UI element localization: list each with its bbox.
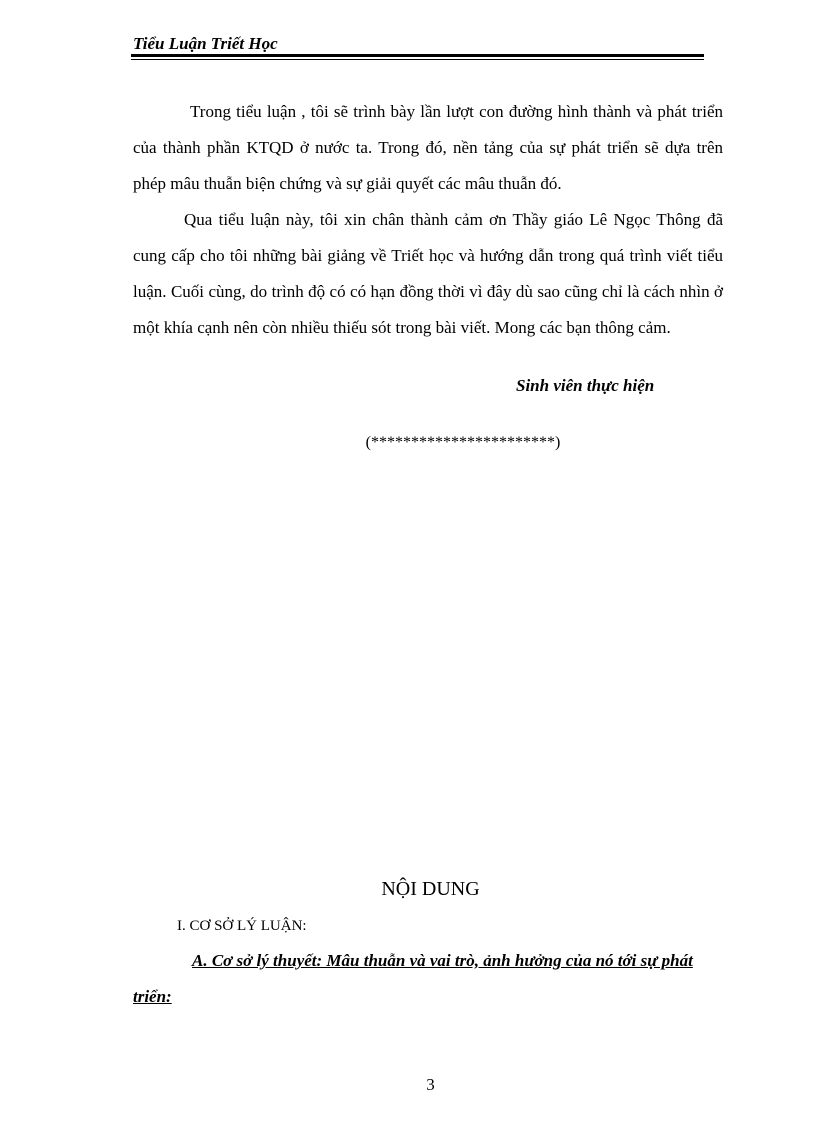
running-header-title: Tiểu Luận Triết Học xyxy=(133,34,278,53)
signature-line: Sinh viên thực hiện xyxy=(516,376,655,395)
section-heading: NỘI DUNG xyxy=(381,878,480,900)
subsection-a-title xyxy=(133,943,723,1015)
header-rule-thick xyxy=(131,54,704,57)
subsection-a-text: A. Cơ sở lý thuyết: Mâu thuẫn và vai trò, ảnh hưởng của nó tới sự phát triển: xyxy=(133,951,693,1006)
page-number: 3 xyxy=(426,1075,435,1094)
paragraph-2: Qua tiểu luận này, tôi xin chân thành cảm ơn Thầy giáo Lê Ngọc Thông đã cung cấp cho tôi những bài giảng về Triết học và hướng dẫn trong quá trình viết tiểu luận. Cuối cùng, do trình độ có có hạn đồng thời vì đây dù sao cũng chỉ là cách nhìn ở một khía cạnh nên còn nhiều thiếu sót trong bài viết. Mong các bạn thông cảm. xyxy=(133,210,723,337)
section-i-title: I. CƠ SỞ LÝ LUẬN: xyxy=(177,918,307,934)
separator-stars: (***********************) xyxy=(365,434,561,451)
paragraph-1: Trong tiểu luận , tôi sẽ trình bày lần lượt con đường hình thành và phát triển của thành phần KTQD ở nước ta. Trong đó, nền tảng của sự phát triển sẽ dựa trên phép mâu thuẫn biện chứng và sự giải quyết các mâu thuẫn đó. xyxy=(133,102,723,193)
header-rule-thin xyxy=(131,59,704,60)
